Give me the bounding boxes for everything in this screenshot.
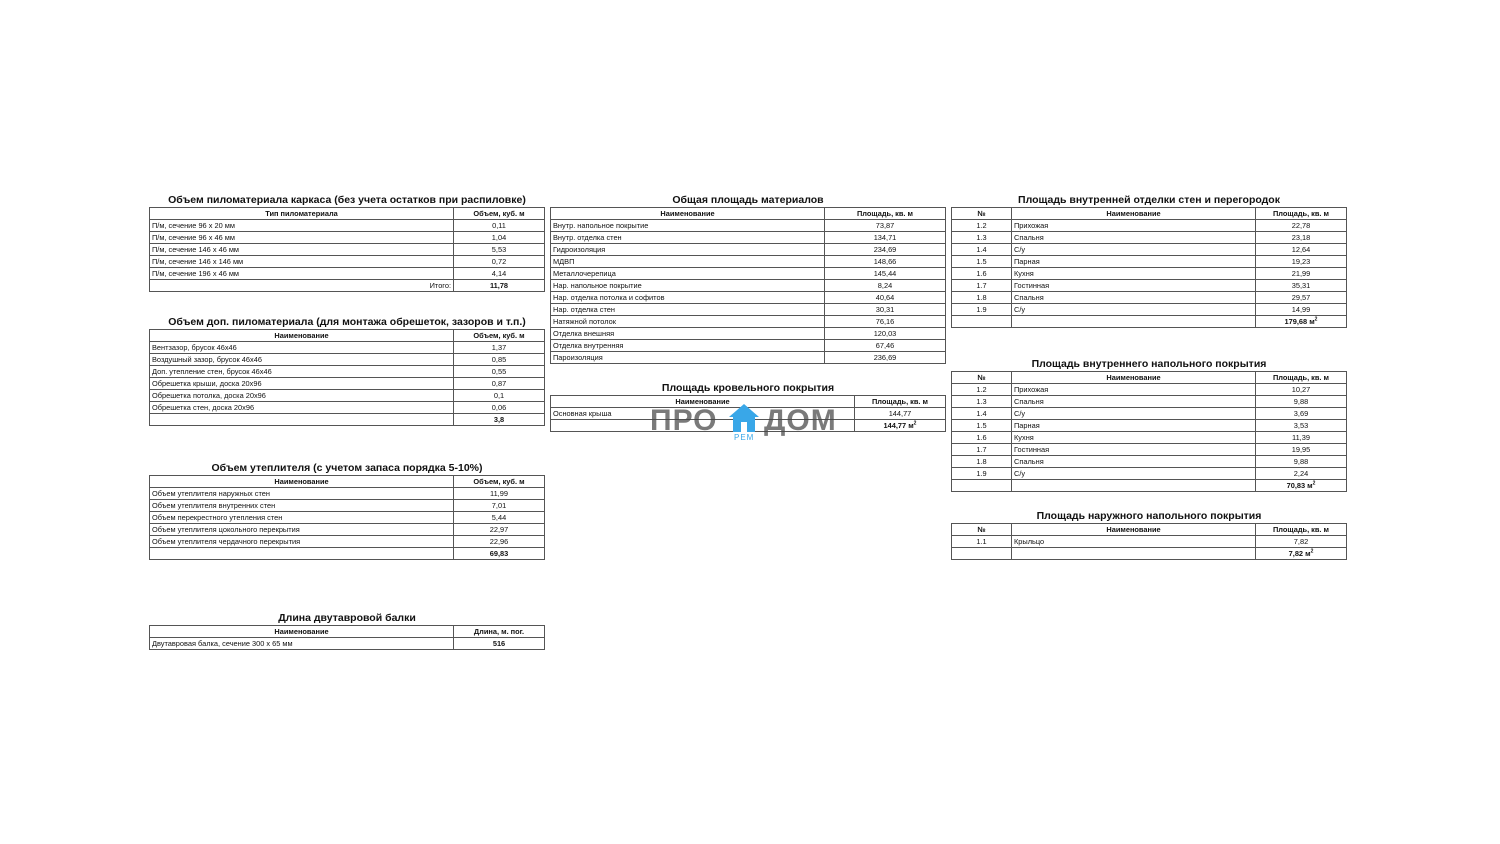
row-number: 1.8	[952, 292, 1012, 304]
row-value: 12,64	[1256, 244, 1347, 256]
row-name: Двутавровая балка, сечение 300 х 65 мм	[150, 638, 454, 650]
row-number: 1.4	[952, 408, 1012, 420]
interior-walls-block	[951, 193, 1347, 328]
row-name: С/у	[1012, 468, 1256, 480]
total-row	[150, 548, 545, 560]
row-value: 0,55	[454, 366, 545, 378]
row-value: 9,88	[1256, 456, 1347, 468]
row-value: 22,78	[1256, 220, 1347, 232]
lumber-extra-title: Объем доп. пиломатериала (для монтажа обрешеток, зазоров и т.п.)	[168, 316, 526, 328]
col-header: Объем, куб. м	[454, 476, 545, 488]
total-value: 70,83 $м^2$	[1256, 480, 1347, 492]
row-name: Кухня	[1012, 268, 1256, 280]
row-value: 134,71	[825, 232, 946, 244]
col-header: Площадь, кв. м	[1256, 372, 1347, 384]
col-header: Наименование	[150, 330, 454, 342]
total-row	[952, 548, 1347, 560]
row-number: 1.4	[952, 244, 1012, 256]
row-name: Натяжной потолок	[551, 316, 825, 328]
table-row	[551, 244, 946, 256]
table-row	[150, 638, 545, 650]
interior-walls-title: Площадь внутренней отделки стен и перегородок	[1018, 194, 1280, 206]
row-name: Нар. напольное покрытие	[551, 280, 825, 292]
row-value: 67,46	[825, 340, 946, 352]
row-number: 1.9	[952, 304, 1012, 316]
table-row	[952, 256, 1347, 268]
row-value: 23,18	[1256, 232, 1347, 244]
table-row	[150, 390, 545, 402]
row-name: Отделка внешняя	[551, 328, 825, 340]
lumber-frame-title: Объем пиломатериала каркаса (без учета остатков при распиловке)	[168, 194, 526, 206]
total-cell	[952, 316, 1012, 328]
watermark-logo	[650, 400, 850, 444]
logo-right-word: ДОМ	[764, 404, 837, 437]
row-name: Металлочерепица	[551, 268, 825, 280]
row-name: Прихожая	[1012, 220, 1256, 232]
row-number: 1.1	[952, 536, 1012, 548]
row-value: 22,96	[454, 536, 545, 548]
row-value: 0,85	[454, 354, 545, 366]
row-value: 4,14	[454, 268, 545, 280]
house-icon	[728, 402, 760, 434]
total-value: 144,77 $м^2$	[855, 420, 946, 432]
row-number: 1.2	[952, 220, 1012, 232]
table-row	[551, 292, 946, 304]
row-value: 73,87	[825, 220, 946, 232]
row-name: Внутр. напольное покрытие	[551, 220, 825, 232]
row-value: 5,44	[454, 512, 545, 524]
table-row	[952, 396, 1347, 408]
row-name: Объем утеплителя внутренних стен	[150, 500, 454, 512]
table-row	[150, 500, 545, 512]
table-row	[551, 304, 946, 316]
interior-floor-block	[951, 357, 1347, 492]
materials-block	[550, 193, 946, 364]
table-row	[952, 304, 1347, 316]
logo-sub-text: РЕМ	[734, 433, 755, 442]
col-header: Наименование	[551, 396, 855, 408]
table-row	[551, 268, 946, 280]
total-cell	[952, 548, 1012, 560]
row-name: Пароизоляция	[551, 352, 825, 364]
table-row	[952, 220, 1347, 232]
row-value: 148,66	[825, 256, 946, 268]
table-row	[952, 244, 1347, 256]
row-name: Прихожая	[1012, 384, 1256, 396]
row-name: С/у	[1012, 408, 1256, 420]
table-row	[150, 244, 545, 256]
row-value: 7,01	[454, 500, 545, 512]
table-row	[150, 354, 545, 366]
table-row	[952, 408, 1347, 420]
row-value: 0,1	[454, 390, 545, 402]
interior-floor-title: Площадь внутреннего напольного покрытия	[1031, 358, 1267, 370]
total-value: 179,68 $м^2$	[1256, 316, 1347, 328]
logo-left-word: ПРО	[650, 404, 718, 437]
row-name: Объем утеплителя цокольного перекрытия	[150, 524, 454, 536]
row-value: 0,06	[454, 402, 545, 414]
row-value: 0,87	[454, 378, 545, 390]
col-header: Объем, куб. м	[454, 208, 545, 220]
ibeam-title: Длина двутавровой балки	[278, 612, 416, 624]
col-header: Наименование	[1012, 524, 1256, 536]
table-row	[150, 366, 545, 378]
col-header: Площадь, кв. м	[825, 208, 946, 220]
total-row	[952, 480, 1347, 492]
total-value: 69,83	[454, 548, 545, 560]
total-row	[150, 280, 545, 292]
row-value: 21,99	[1256, 268, 1347, 280]
row-value: 19,23	[1256, 256, 1347, 268]
row-value: 145,44	[825, 268, 946, 280]
table-row	[952, 536, 1347, 548]
total-label	[150, 414, 454, 426]
interior-walls-table	[951, 207, 1347, 328]
table-row	[952, 444, 1347, 456]
row-name: Парная	[1012, 256, 1256, 268]
insulation-title: Объем утеплителя (с учетом запаса порядка 5-10%)	[211, 462, 483, 474]
row-value: 30,31	[825, 304, 946, 316]
row-name: Крыльцо	[1012, 536, 1256, 548]
table-row	[952, 232, 1347, 244]
table-row	[150, 536, 545, 548]
row-value: 144,77	[855, 408, 946, 420]
row-number: 1.5	[952, 256, 1012, 268]
row-value: 236,69	[825, 352, 946, 364]
col-header: Площадь, кв. м	[855, 396, 946, 408]
row-value: 40,64	[825, 292, 946, 304]
lumber-frame-table	[149, 207, 545, 292]
row-name: П/м, сечение 196 х 46 мм	[150, 268, 454, 280]
table-row	[150, 488, 545, 500]
row-name: Нар. отделка стен	[551, 304, 825, 316]
col-header: Тип пиломатериала	[150, 208, 454, 220]
table-row	[952, 420, 1347, 432]
total-label	[1012, 316, 1256, 328]
row-name: Гостинная	[1012, 444, 1256, 456]
total-value: 11,78	[454, 280, 545, 292]
row-value: 120,03	[825, 328, 946, 340]
table-row	[952, 280, 1347, 292]
row-value: 0,11	[454, 220, 545, 232]
table-row	[952, 292, 1347, 304]
row-number: 1.2	[952, 384, 1012, 396]
row-name: Гостинная	[1012, 280, 1256, 292]
row-name: П/м, сечение 146 х 146 мм	[150, 256, 454, 268]
row-value: 76,16	[825, 316, 946, 328]
row-name: МДВП	[551, 256, 825, 268]
table-row	[952, 456, 1347, 468]
table-row	[150, 402, 545, 414]
row-name: Кухня	[1012, 432, 1256, 444]
row-name: П/м, сечение 96 х 20 мм	[150, 220, 454, 232]
table-row	[150, 232, 545, 244]
lumber-extra-table	[149, 329, 545, 426]
row-value: 234,69	[825, 244, 946, 256]
col-header: Наименование	[150, 626, 454, 638]
row-value: 0,72	[454, 256, 545, 268]
exterior-floor-block	[951, 509, 1347, 560]
row-number: 1.8	[952, 456, 1012, 468]
total-cell	[952, 480, 1012, 492]
lumber-frame-block	[149, 193, 545, 292]
row-number: 1.6	[952, 268, 1012, 280]
row-number: 1.3	[952, 396, 1012, 408]
table-row	[150, 378, 545, 390]
row-number: 1.3	[952, 232, 1012, 244]
table-row	[551, 340, 946, 352]
col-header: Площадь, кв. м	[1256, 208, 1347, 220]
table-row	[150, 256, 545, 268]
table-row	[952, 384, 1347, 396]
row-number: 1.9	[952, 468, 1012, 480]
row-value: 1,04	[454, 232, 545, 244]
row-value: 10,27	[1256, 384, 1347, 396]
row-value: 35,31	[1256, 280, 1347, 292]
row-name: П/м, сечение 96 х 46 мм	[150, 232, 454, 244]
table-row	[150, 342, 545, 354]
row-name: Парная	[1012, 420, 1256, 432]
row-value: 516	[454, 638, 545, 650]
table-row	[551, 280, 946, 292]
row-name: Доп. утепление стен, брусок 46х46	[150, 366, 454, 378]
row-name: Отделка внутренняя	[551, 340, 825, 352]
ibeam-block	[149, 611, 545, 650]
row-name: Спальня	[1012, 396, 1256, 408]
row-value: 14,99	[1256, 304, 1347, 316]
table-row	[551, 220, 946, 232]
row-value: 3,69	[1256, 408, 1347, 420]
col-header: Наименование	[1012, 208, 1256, 220]
table-row	[551, 316, 946, 328]
exterior-floor-title: Площадь наружного напольного покрытия	[1036, 510, 1262, 522]
row-name: Объем утеплителя наружных стен	[150, 488, 454, 500]
exterior-floor-table	[951, 523, 1347, 560]
materials-title: Общая площадь материалов	[672, 194, 824, 206]
col-header: Наименование	[1012, 372, 1256, 384]
col-header: Площадь, кв. м	[1256, 524, 1347, 536]
row-name: Спальня	[1012, 232, 1256, 244]
total-label	[1012, 548, 1256, 560]
row-number: 1.7	[952, 444, 1012, 456]
row-name: П/м, сечение 146 х 46 мм	[150, 244, 454, 256]
row-value: 1,37	[454, 342, 545, 354]
row-name: Внутр. отделка стен	[551, 232, 825, 244]
table-row	[551, 256, 946, 268]
lumber-extra-block	[149, 315, 545, 426]
table-row	[952, 468, 1347, 480]
total-label	[150, 548, 454, 560]
table-row	[150, 220, 545, 232]
row-value: 3,53	[1256, 420, 1347, 432]
row-name: С/у	[1012, 304, 1256, 316]
row-value: 8,24	[825, 280, 946, 292]
row-value: 22,97	[454, 524, 545, 536]
row-name: С/у	[1012, 244, 1256, 256]
table-row	[150, 268, 545, 280]
total-value: 3,8	[454, 414, 545, 426]
row-value: 11,39	[1256, 432, 1347, 444]
col-header: Объем, куб. м	[454, 330, 545, 342]
table-row	[551, 328, 946, 340]
ibeam-table	[149, 625, 545, 650]
row-value: 9,88	[1256, 396, 1347, 408]
row-name: Обрешетка потолка, доска 20х96	[150, 390, 454, 402]
total-label: Итого:	[150, 280, 454, 292]
row-value: 19,95	[1256, 444, 1347, 456]
col-header: №	[952, 208, 1012, 220]
col-header: Наименование	[551, 208, 825, 220]
table-row	[551, 232, 946, 244]
table-row	[952, 432, 1347, 444]
interior-floor-table	[951, 371, 1347, 492]
col-header: №	[952, 372, 1012, 384]
row-name: Объем утеплителя чердачного перекрытия	[150, 536, 454, 548]
total-row	[150, 414, 545, 426]
materials-table	[550, 207, 946, 364]
col-header: Наименование	[150, 476, 454, 488]
col-header: Длина, м. пог.	[454, 626, 545, 638]
insulation-block	[149, 461, 545, 560]
insulation-table	[149, 475, 545, 560]
table-row	[952, 268, 1347, 280]
row-name: Спальня	[1012, 456, 1256, 468]
table-row	[150, 512, 545, 524]
row-name: Гидроизоляция	[551, 244, 825, 256]
row-number: 1.6	[952, 432, 1012, 444]
total-value: 7,82 $м^2$	[1256, 548, 1347, 560]
total-label	[1012, 480, 1256, 492]
col-header: №	[952, 524, 1012, 536]
row-name: Нар. отделка потолка и софитов	[551, 292, 825, 304]
row-name: Обрешетка крыши, доска 20х96	[150, 378, 454, 390]
row-number: 1.7	[952, 280, 1012, 292]
roof-title: Площадь кровельного покрытия	[661, 382, 835, 394]
row-value: 5,53	[454, 244, 545, 256]
row-value: 2,24	[1256, 468, 1347, 480]
row-name: Спальня	[1012, 292, 1256, 304]
row-number: 1.5	[952, 420, 1012, 432]
table-row	[551, 352, 946, 364]
total-row	[952, 316, 1347, 328]
row-value: 29,57	[1256, 292, 1347, 304]
row-name: Обрешетка стен, доска 20х96	[150, 402, 454, 414]
row-name: Воздушный зазор, брусок 46х46	[150, 354, 454, 366]
row-value: 11,99	[454, 488, 545, 500]
row-name: Основная крыша	[551, 408, 855, 420]
row-name: Объем перекрестного утепления стен	[150, 512, 454, 524]
row-name: Вентзазор, брусок 46х46	[150, 342, 454, 354]
row-value: 7,82	[1256, 536, 1347, 548]
table-row	[150, 524, 545, 536]
